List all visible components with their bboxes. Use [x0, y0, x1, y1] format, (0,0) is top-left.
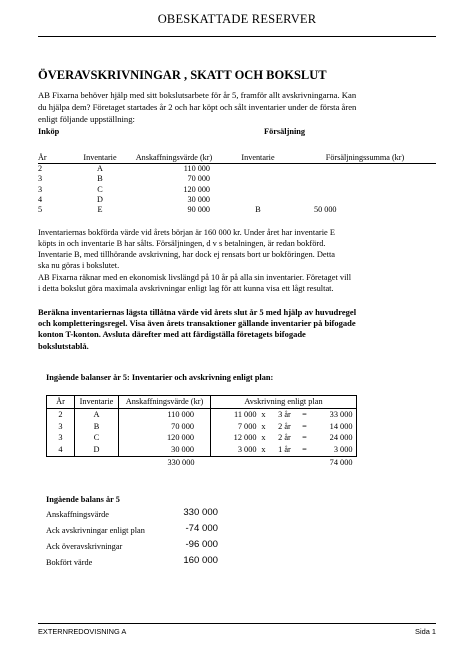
cell-inventory: D: [97, 194, 103, 204]
cell-sale-amount: 50 000: [314, 205, 337, 215]
cell-equals: =: [302, 433, 307, 443]
cell-year: 2: [47, 408, 75, 420]
page-heading: ÖVERAVSKRIVNINGAR , SKATT OCH BOKSLUT: [38, 68, 327, 82]
group-label-inkop: Inköp: [38, 127, 60, 136]
cell-result: 24 000: [329, 433, 353, 443]
total-depreciation: 74 000: [329, 457, 353, 467]
col-header-sold-inventory: Inventarie: [241, 153, 275, 162]
table-row: [38, 174, 436, 184]
cell-sold-inventory: B: [255, 205, 261, 215]
cell-inventory: E: [97, 205, 103, 215]
cell-times: x: [261, 409, 266, 419]
footer-divider: [38, 623, 436, 624]
paragraph-line: Inventariernas bokförda värde vid årets början är 160 000 kr. Under året har inventarie E: [38, 228, 335, 237]
task-line: konton T-konton. Avsluta därefter med att färdigställa företagets bifogade: [38, 329, 306, 340]
cell-inventory: C: [97, 184, 103, 194]
balance-value: -96 000: [185, 539, 218, 550]
col-header-year: År: [47, 396, 75, 409]
cell-value: 30 000: [187, 194, 210, 204]
cell-sale-amount: [294, 174, 436, 184]
cell-inventory: D: [75, 444, 119, 456]
task-line: och kompletteringsregel. Visa även årets transaktioner gällande inventarier på bifogade: [38, 318, 356, 329]
purchase-sales-table: [38, 153, 436, 215]
paragraph-line: köpts in och inventarie B har sålts. Försäljningen, d v s betalningen, är redan bokförd.: [38, 239, 326, 249]
cell-equals: =: [302, 421, 307, 431]
cell-sold-inventory: [222, 185, 294, 195]
balance-value: -74 000: [185, 523, 218, 534]
paragraph-line: ska nu göras i bokslutet.: [38, 261, 120, 271]
cell-annual-amount: 12 000: [233, 433, 257, 443]
balance-label: Ack överavskrivningar: [46, 542, 123, 551]
cell-value: 70 000: [187, 174, 210, 184]
intro-line: enligt följande uppställning:: [38, 114, 135, 125]
cell-sold-inventory: [222, 174, 294, 184]
col-header-year: År: [38, 153, 47, 162]
cell-year: 3: [47, 421, 75, 433]
cell-inventory: A: [75, 408, 119, 420]
table-row: [47, 432, 357, 444]
cell-year: 4: [47, 444, 75, 456]
balance-value: 330 000: [183, 507, 218, 518]
cell-result: 3 000: [311, 444, 353, 456]
cell-inventory: A: [97, 164, 103, 174]
cell-times: x: [261, 421, 266, 431]
table-row: [38, 185, 436, 195]
cell-value: 110 000: [119, 408, 211, 420]
table-row: [38, 205, 436, 215]
task-paragraph: [38, 307, 436, 352]
col-header-depreciation: Avskrivning enligt plan: [211, 396, 357, 409]
cell-equals: =: [302, 409, 307, 419]
table-total-row: [47, 456, 357, 468]
col-header-acquisition-value: Anskaffningsvärde (kr): [135, 153, 213, 162]
paragraph-line: AB Fixarna räknar med en ekonomisk livslängd på 10 år på alla sin inventarier. Företaget vill: [38, 273, 352, 282]
cell-year: 3: [38, 174, 43, 184]
cell-inventory: B: [75, 421, 119, 433]
cell-year: 3: [47, 432, 75, 444]
body-paragraph-1: [38, 227, 438, 271]
cell-year: 4: [38, 194, 43, 204]
cell-result: 14 000: [329, 421, 353, 431]
cell-inventory: C: [75, 432, 119, 444]
header-divider: [38, 36, 436, 37]
table-row: [47, 444, 357, 456]
cell-value: 30 000: [119, 444, 211, 456]
balance-label: Bokfört värde: [46, 558, 93, 567]
col-header-inventory: Inventarie: [83, 153, 117, 162]
balance-title: Ingående balans år 5: [46, 495, 120, 504]
table-row: [47, 408, 357, 420]
depreciation-table: [46, 395, 357, 469]
cell-inventory: B: [97, 174, 103, 184]
cell-annual-amount: 11 000: [233, 409, 257, 419]
cell-value: 90 000: [187, 205, 210, 215]
body-paragraph-2: [38, 272, 438, 294]
paragraph-line: Inventarie B, med tillhörande avskrivning, har dock ej rensats bort ur bokföringen. Detta: [38, 250, 335, 260]
footer-course-name: EXTERNREDOVISNING A: [38, 627, 127, 636]
total-acquisition-value: 330 000: [167, 457, 195, 467]
table-row: [38, 195, 436, 205]
cell-value: 120 000: [119, 432, 211, 444]
cell-annual-amount: 7 000: [237, 421, 257, 431]
balance-label: Ack avskrivningar enligt plan: [46, 526, 145, 535]
cell-sale-amount: [294, 185, 436, 195]
page-header-title: OBESKATTADE RESERVER: [157, 12, 317, 26]
table-header-row: [38, 153, 436, 164]
cell-year: 5: [38, 205, 43, 215]
group-label-forsaljning: Försäljning: [264, 127, 306, 136]
cell-year: 2: [38, 164, 43, 174]
cell-value: 70 000: [119, 421, 211, 433]
balance-label: Anskaffningsvärde: [46, 510, 109, 519]
balance-value: 160 000: [183, 555, 218, 566]
table-header-row: [47, 396, 357, 409]
cell-years: 1 år: [271, 444, 299, 456]
paragraph-line: i detta bokslut göra maximala avskrivningar enligt lag för att kunna visa ett lågt resultat.: [38, 284, 334, 294]
col-header-sale-amount: Försäljningssumma (kr): [325, 153, 405, 162]
task-line: bokslutstablå.: [38, 340, 89, 351]
cell-result: 33 000: [329, 409, 353, 419]
cell-sold-inventory: [222, 164, 294, 175]
cell-year: 3: [38, 184, 43, 194]
cell-times: x: [261, 433, 266, 443]
cell-sale-amount: [294, 195, 436, 205]
table-row: [47, 421, 357, 433]
cell-years: 2 år: [278, 421, 291, 431]
cell-times: x: [257, 444, 271, 456]
cell-years: 2 år: [278, 433, 291, 443]
cell-value: 120 000: [183, 184, 210, 194]
cell-sold-inventory: [222, 195, 294, 205]
table-row: [38, 164, 436, 175]
intro-paragraph: [38, 89, 436, 126]
cell-annual-amount: 3 000: [219, 444, 257, 456]
task-line: Beräkna inventariernas lägsta tillåtna värde vid årets slut år 5 med hjälp av huvudregel: [38, 307, 357, 317]
intro-line: AB Fixarna behöver hjälp med sitt bokslutsarbete för år 5, framför allt avskrivningarna. Kan: [38, 90, 357, 100]
cell-sale-amount: [294, 164, 436, 175]
footer-page-number: Sida 1: [415, 627, 436, 636]
cell-years: 3 år: [278, 409, 291, 419]
intro-line: du hjälpa dem? Företaget startades år 2 och har köpt och sålt inventarier under de första åren: [38, 102, 357, 113]
cell-equals: =: [299, 444, 311, 456]
cell-value: 110 000: [183, 164, 210, 174]
col-header-inventory: Inventarie: [75, 396, 119, 409]
col-header-acquisition-value: Anskaffningsvärde (kr): [119, 396, 211, 409]
section-title-opening-balances: Ingående balanser år 5: Inventarier och avskrivning enligt plan:: [46, 373, 274, 382]
